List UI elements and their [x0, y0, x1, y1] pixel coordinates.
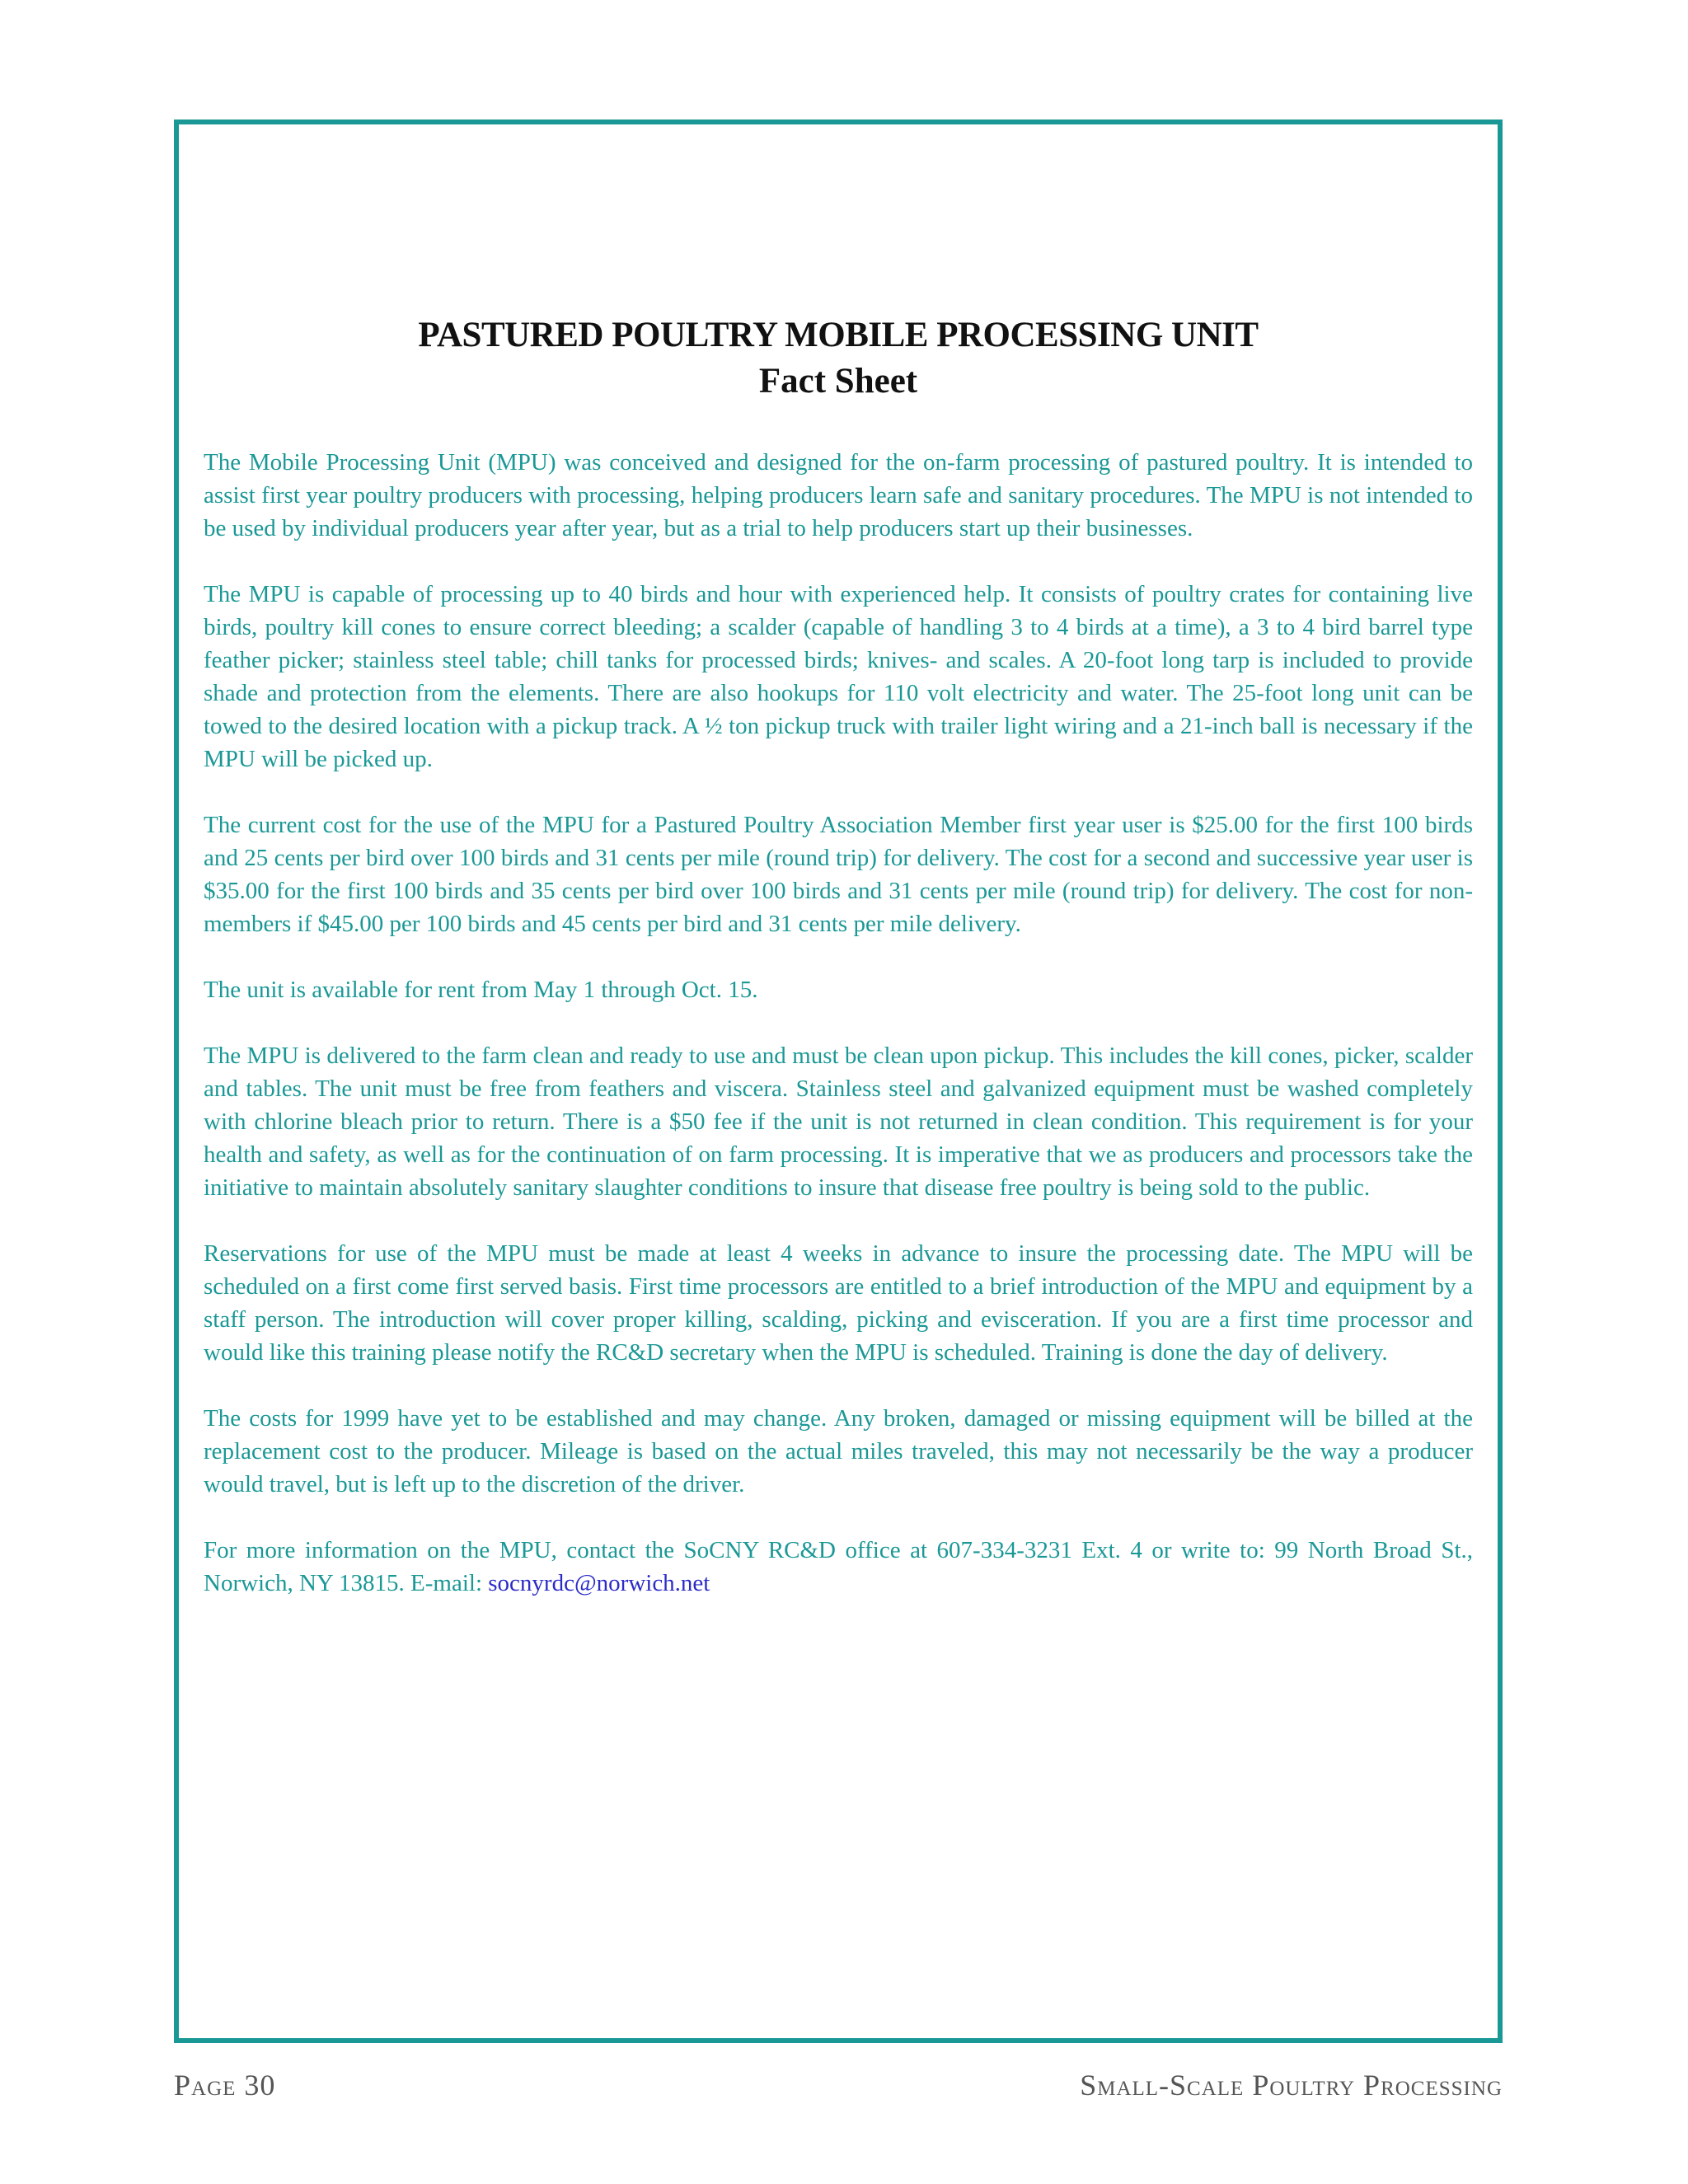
paragraph-intro: The Mobile Processing Unit (MPU) was conceived and designed for the on-farm processing of pastured poultry. It is intended to assist first year poultry producers with processing, helping producers learn safe and sanitary procedures. The MPU is not intended to be used by individual producers year after year, but as a trial to help producers start up their businesses.	[204, 449, 1473, 541]
paragraph-cleaning: The MPU is delivered to the farm clean and ready to use and must be clean upon pickup. This includes the kill cones, picker, scalder and tables. The unit must be free from feathers and viscera. Stainless steel and galvanized equipment must be washed completely with chlorine bleach prior to return. There is a $50 fee if the unit is not returned in clean condition. This requirement is for your health and safety, as well as for the continuation of on farm processing. It is imperative that we as producers and processors take the initiative to maintain absolutely sanitary slaughter conditions to insure that disease free poultry is being sold to the public.	[204, 1043, 1473, 1201]
paragraph-cost: The current cost for the use of the MPU for a Pastured Poultry Association Member first year user is $25.00 for the first 100 birds and 25 cents per bird over 100 birds and 31 cents per mile (round trip) for delivery. The cost for a second and successive year user is $35.00 for the first 100 birds and 35 cents per bird over 100 birds and 31 cents per mile (round trip) for delivery. The cost for non-members if $45.00 per 100 birds and 45 cents per bird and 31 cents per mile delivery.	[204, 812, 1473, 937]
running-title: Small-Scale Poultry Processing	[1080, 2069, 1503, 2102]
contact-text: For more information on the MPU, contact the SoCNY RC&D office at 607-334-3231 Ext. 4 or write to: 99 North Broad St., Norwich, NY 13815. E-mail:	[204, 1537, 1473, 1596]
paragraph-availability: The unit is available for rent from May 1 through Oct. 15.	[204, 977, 758, 1003]
paragraph-costs-1999: The costs for 1999 have yet to be established and may change. Any broken, damaged or missing equipment will be billed at the replacement cost to the producer. Mileage is based on the actual miles traveled, this may not necessarily be the way a producer would travel, but is left up to the discretion of the driver.	[204, 1405, 1473, 1497]
fact-sheet-body	[204, 446, 1473, 1633]
title-block	[179, 312, 1498, 405]
email-link[interactable]: socnyrdc@norwich.net	[488, 1570, 710, 1596]
paragraph-contact	[204, 1534, 1473, 1600]
page-number: Page 30	[174, 2069, 276, 2102]
paragraph-reservations: Reservations for use of the MPU must be made at least 4 weeks in advance to insure the processing date. The MPU will be scheduled on a first come first served basis. First time processors are entitled to a brief introduction of the MPU and equipment by a staff person. The introduction will cover proper killing, scalding, picking and evisceration. If you are a first time processor and would like this training please notify the RC&D secretary when the MPU is scheduled. Training is done the day of delivery.	[204, 1240, 1473, 1366]
page-subtitle: Fact Sheet	[758, 362, 918, 401]
paragraph-capacity: The MPU is capable of processing up to 40 birds and hour with experienced help. It consists of poultry crates for containing live birds, poultry kill cones to ensure correct bleeding; a scalder (capable of handling 3 to 4 birds at a time), a 3 to 4 bird barrel type feather picker; stainless steel table; chill tanks for processed birds; knives- and scales. A 20-foot long tarp is included to provide shade and protection from the elements. There are also hookups for 110 volt electricity and water. The 25-foot long unit can be towed to the desired location with a pickup track. A ½ ton pickup truck with trailer light wiring and a 21-inch ball is necessary if the MPU will be picked up.	[204, 581, 1473, 772]
page-frame	[174, 120, 1503, 2043]
page-title: PASTURED POULTRY MOBILE PROCESSING UNIT	[418, 316, 1259, 354]
